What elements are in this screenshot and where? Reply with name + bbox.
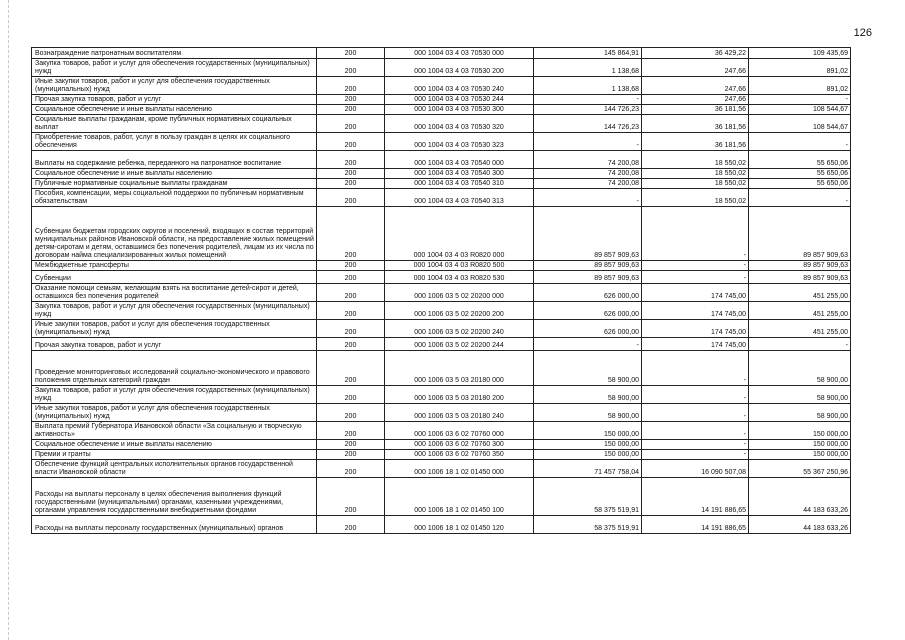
cell-c: 891,02 bbox=[749, 59, 851, 77]
cell-b: - bbox=[642, 261, 749, 271]
cell-a: 89 857 909,63 bbox=[534, 271, 642, 284]
cell-code: 200 bbox=[317, 189, 385, 207]
cell-c: - bbox=[749, 189, 851, 207]
cell-a: 89 857 909,63 bbox=[534, 261, 642, 271]
cell-kbk: 000 1006 03 5 02 20200 200 bbox=[385, 302, 534, 320]
cell-kbk: 000 1004 03 4 03 70540 313 bbox=[385, 189, 534, 207]
cell-code: 200 bbox=[317, 422, 385, 440]
cell-kbk: 000 1004 03 4 03 70540 000 bbox=[385, 151, 534, 169]
table-row bbox=[32, 59, 851, 77]
cell-a: 144 726,23 bbox=[534, 115, 642, 133]
table-row bbox=[32, 95, 851, 105]
cell-b: 14 191 886,65 bbox=[642, 516, 749, 534]
cell-a: 58 375 519,91 bbox=[534, 478, 642, 516]
cell-c: 451 255,00 bbox=[749, 302, 851, 320]
cell-b: 18 550,02 bbox=[642, 179, 749, 189]
cell-kbk: 000 1006 03 5 02 20200 240 bbox=[385, 320, 534, 338]
cell-c: 108 544,67 bbox=[749, 115, 851, 133]
cell-b: 36 181,56 bbox=[642, 133, 749, 151]
cell-code: 200 bbox=[317, 338, 385, 351]
cell-name: Публичные нормативные социальные выплаты гражданам bbox=[32, 179, 317, 189]
page-edge-line bbox=[8, 0, 10, 640]
cell-name: Выплаты на содержание ребенка, переданного на патронатное воспитание bbox=[32, 151, 317, 169]
cell-kbk: 000 1004 03 4 03 70530 300 bbox=[385, 105, 534, 115]
cell-code: 200 bbox=[317, 440, 385, 450]
cell-a: 58 375 519,91 bbox=[534, 516, 642, 534]
cell-b: - bbox=[642, 351, 749, 386]
cell-code: 200 bbox=[317, 404, 385, 422]
cell-name: Закупка товаров, работ и услуг для обеспечения государственных (муниципальных) нужд bbox=[32, 59, 317, 77]
cell-c: 44 183 633,26 bbox=[749, 478, 851, 516]
cell-name: Социальное обеспечение и иные выплаты населению bbox=[32, 169, 317, 179]
cell-name: Иные закупки товаров, работ и услуг для обеспечения государственных (муниципальных) нужд bbox=[32, 404, 317, 422]
cell-a: - bbox=[534, 189, 642, 207]
cell-kbk: 000 1004 03 4 03 70530 323 bbox=[385, 133, 534, 151]
cell-c: 58 900,00 bbox=[749, 404, 851, 422]
cell-code: 200 bbox=[317, 516, 385, 534]
budget-table-body bbox=[32, 48, 851, 534]
cell-b: - bbox=[642, 440, 749, 450]
cell-a: 74 200,08 bbox=[534, 151, 642, 169]
cell-c: - bbox=[749, 338, 851, 351]
cell-code: 200 bbox=[317, 169, 385, 179]
cell-name: Пособия, компенсации, меры социальной поддержки по публичным нормативным обязательствам bbox=[32, 189, 317, 207]
cell-a: 150 000,00 bbox=[534, 422, 642, 440]
table-row bbox=[32, 284, 851, 302]
cell-c: 55 650,06 bbox=[749, 151, 851, 169]
cell-name: Социальное обеспечение и иные выплаты населению bbox=[32, 440, 317, 450]
cell-kbk: 000 1006 18 1 02 01450 000 bbox=[385, 460, 534, 478]
cell-code: 200 bbox=[317, 59, 385, 77]
cell-kbk: 000 1006 18 1 02 01450 100 bbox=[385, 478, 534, 516]
cell-code: 200 bbox=[317, 320, 385, 338]
cell-a: 89 857 909,63 bbox=[534, 207, 642, 261]
cell-code: 200 bbox=[317, 351, 385, 386]
cell-code: 200 bbox=[317, 261, 385, 271]
cell-b: 174 745,00 bbox=[642, 302, 749, 320]
cell-c: 108 544,67 bbox=[749, 105, 851, 115]
cell-code: 200 bbox=[317, 460, 385, 478]
cell-code: 200 bbox=[317, 95, 385, 105]
cell-code: 200 bbox=[317, 133, 385, 151]
cell-name: Приобретение товаров, работ, услуг в пользу граждан в целях их социального обеспечения bbox=[32, 133, 317, 151]
cell-b: 18 550,02 bbox=[642, 189, 749, 207]
cell-kbk: 000 1006 03 6 02 70760 300 bbox=[385, 440, 534, 450]
cell-a: 71 457 758,04 bbox=[534, 460, 642, 478]
table-row bbox=[32, 386, 851, 404]
cell-kbk: 000 1006 03 5 03 20180 240 bbox=[385, 404, 534, 422]
cell-a: 74 200,08 bbox=[534, 169, 642, 179]
cell-code: 200 bbox=[317, 151, 385, 169]
cell-b: 174 745,00 bbox=[642, 320, 749, 338]
cell-name: Обеспечение функций центральных исполнительных органов государственной власти Ивановской области bbox=[32, 460, 317, 478]
cell-a: 1 138,68 bbox=[534, 59, 642, 77]
table-row bbox=[32, 179, 851, 189]
cell-a: - bbox=[534, 95, 642, 105]
cell-name: Субвенции бюджетам городских округов и поселений, входящих в состав территорий муниципальных районов Ивановской области, на предоставление жилых помещений детям-сиротам и детям, оставшимся без попечения родителей, лицам из их числа по договорам найма специализированных жилых помещений bbox=[32, 207, 317, 261]
table-row bbox=[32, 77, 851, 95]
cell-a: 150 000,00 bbox=[534, 450, 642, 460]
cell-kbk: 000 1004 03 4 03 70530 200 bbox=[385, 59, 534, 77]
cell-b: 14 191 886,65 bbox=[642, 478, 749, 516]
cell-b: - bbox=[642, 207, 749, 261]
cell-b: 174 745,00 bbox=[642, 338, 749, 351]
cell-c: 58 900,00 bbox=[749, 351, 851, 386]
cell-a: 1 138,68 bbox=[534, 77, 642, 95]
table-row bbox=[32, 351, 851, 386]
cell-a: - bbox=[534, 338, 642, 351]
cell-name: Премии и гранты bbox=[32, 450, 317, 460]
cell-name: Закупка товаров, работ и услуг для обеспечения государственных (муниципальных) нужд bbox=[32, 386, 317, 404]
cell-b: 18 550,02 bbox=[642, 169, 749, 179]
cell-kbk: 000 1006 03 6 02 70760 000 bbox=[385, 422, 534, 440]
cell-a: 58 900,00 bbox=[534, 404, 642, 422]
cell-kbk: 000 1004 03 4 03 70530 244 bbox=[385, 95, 534, 105]
cell-a: 74 200,08 bbox=[534, 179, 642, 189]
cell-c: 891,02 bbox=[749, 77, 851, 95]
cell-b: 16 090 507,08 bbox=[642, 460, 749, 478]
cell-code: 200 bbox=[317, 77, 385, 95]
cell-b: 247,66 bbox=[642, 95, 749, 105]
cell-a: 150 000,00 bbox=[534, 440, 642, 450]
cell-b: 247,66 bbox=[642, 77, 749, 95]
cell-c: - bbox=[749, 133, 851, 151]
table-row bbox=[32, 478, 851, 516]
cell-b: 247,66 bbox=[642, 59, 749, 77]
table-row bbox=[32, 189, 851, 207]
table-row bbox=[32, 271, 851, 284]
cell-c: 150 000,00 bbox=[749, 422, 851, 440]
table-row bbox=[32, 48, 851, 59]
cell-a: 144 726,23 bbox=[534, 105, 642, 115]
cell-a: 145 864,91 bbox=[534, 48, 642, 59]
cell-kbk: 000 1004 03 4 03 R0820 530 bbox=[385, 271, 534, 284]
cell-kbk: 000 1004 03 4 03 R0820 500 bbox=[385, 261, 534, 271]
table-row bbox=[32, 133, 851, 151]
table-row bbox=[32, 440, 851, 450]
cell-c: 55 367 250,96 bbox=[749, 460, 851, 478]
table-row bbox=[32, 261, 851, 271]
cell-c: 150 000,00 bbox=[749, 440, 851, 450]
table-row bbox=[32, 422, 851, 440]
cell-c: 58 900,00 bbox=[749, 386, 851, 404]
cell-code: 200 bbox=[317, 478, 385, 516]
cell-kbk: 000 1006 03 5 02 20200 000 bbox=[385, 284, 534, 302]
cell-code: 200 bbox=[317, 48, 385, 59]
cell-kbk: 000 1004 03 4 03 70540 300 bbox=[385, 169, 534, 179]
cell-name: Межбюджетные трансферты bbox=[32, 261, 317, 271]
table-row bbox=[32, 320, 851, 338]
cell-b: 36 181,56 bbox=[642, 115, 749, 133]
cell-code: 200 bbox=[317, 207, 385, 261]
cell-code: 200 bbox=[317, 302, 385, 320]
cell-c: 55 650,06 bbox=[749, 169, 851, 179]
cell-c: 89 857 909,63 bbox=[749, 207, 851, 261]
cell-c: 55 650,06 bbox=[749, 179, 851, 189]
cell-kbk: 000 1006 03 6 02 70760 350 bbox=[385, 450, 534, 460]
table-row bbox=[32, 338, 851, 351]
cell-name: Расходы на выплаты персоналу государственных (муниципальных) органов bbox=[32, 516, 317, 534]
cell-c: 89 857 909,63 bbox=[749, 261, 851, 271]
cell-kbk: 000 1004 03 4 03 R0820 000 bbox=[385, 207, 534, 261]
cell-a: 626 000,00 bbox=[534, 284, 642, 302]
cell-b: - bbox=[642, 404, 749, 422]
cell-name: Прочая закупка товаров, работ и услуг bbox=[32, 95, 317, 105]
cell-b: 174 745,00 bbox=[642, 284, 749, 302]
cell-a: 58 900,00 bbox=[534, 351, 642, 386]
cell-name: Иные закупки товаров, работ и услуг для обеспечения государственных (муниципальных) нужд bbox=[32, 320, 317, 338]
cell-c: 451 255,00 bbox=[749, 284, 851, 302]
cell-b: 18 550,02 bbox=[642, 151, 749, 169]
cell-b: - bbox=[642, 386, 749, 404]
table-row bbox=[32, 115, 851, 133]
budget-table bbox=[31, 47, 851, 534]
cell-a: - bbox=[534, 133, 642, 151]
table-row bbox=[32, 207, 851, 261]
cell-kbk: 000 1006 03 5 02 20200 244 bbox=[385, 338, 534, 351]
cell-kbk: 000 1004 03 4 03 70530 320 bbox=[385, 115, 534, 133]
cell-name: Прочая закупка товаров, работ и услуг bbox=[32, 338, 317, 351]
cell-kbk: 000 1006 03 5 03 20180 000 bbox=[385, 351, 534, 386]
table-row bbox=[32, 450, 851, 460]
cell-name: Иные закупки товаров, работ и услуг для обеспечения государственных (муниципальных) нужд bbox=[32, 77, 317, 95]
cell-b: - bbox=[642, 271, 749, 284]
cell-c: 44 183 633,26 bbox=[749, 516, 851, 534]
cell-code: 200 bbox=[317, 105, 385, 115]
cell-name: Проведение мониторинговых исследований социально-экономического и правового положения отдельных категорий граждан bbox=[32, 351, 317, 386]
cell-name: Расходы на выплаты персоналу в целях обеспечения выполнения функций государственными (муниципальными) органами, казенными учреждениями, органами управления государственными внебюджетными фондами bbox=[32, 478, 317, 516]
cell-a: 58 900,00 bbox=[534, 386, 642, 404]
cell-a: 626 000,00 bbox=[534, 302, 642, 320]
cell-kbk: 000 1004 03 4 03 70530 000 bbox=[385, 48, 534, 59]
table-row bbox=[32, 302, 851, 320]
table-row bbox=[32, 105, 851, 115]
cell-name: Вознаграждение патронатным воспитателям bbox=[32, 48, 317, 59]
table-row bbox=[32, 460, 851, 478]
page-number: 126 bbox=[853, 27, 872, 39]
cell-code: 200 bbox=[317, 386, 385, 404]
cell-name: Закупка товаров, работ и услуг для обеспечения государственных (муниципальных) нужд bbox=[32, 302, 317, 320]
table-row bbox=[32, 151, 851, 169]
cell-code: 200 bbox=[317, 450, 385, 460]
cell-b: 36 429,22 bbox=[642, 48, 749, 59]
table-row bbox=[32, 516, 851, 534]
cell-kbk: 000 1006 18 1 02 01450 120 bbox=[385, 516, 534, 534]
table-row bbox=[32, 169, 851, 179]
cell-kbk: 000 1006 03 5 03 20180 200 bbox=[385, 386, 534, 404]
cell-code: 200 bbox=[317, 271, 385, 284]
cell-code: 200 bbox=[317, 284, 385, 302]
cell-b: 36 181,56 bbox=[642, 105, 749, 115]
cell-b: - bbox=[642, 422, 749, 440]
cell-code: 200 bbox=[317, 115, 385, 133]
cell-name: Социальные выплаты гражданам, кроме публичных нормативных социальных выплат bbox=[32, 115, 317, 133]
cell-code: 200 bbox=[317, 179, 385, 189]
cell-a: 626 000,00 bbox=[534, 320, 642, 338]
cell-c: 451 255,00 bbox=[749, 320, 851, 338]
cell-name: Выплата премий Губернатора Ивановской области «За социальную и творческую активность» bbox=[32, 422, 317, 440]
cell-c: - bbox=[749, 95, 851, 105]
cell-kbk: 000 1004 03 4 03 70530 240 bbox=[385, 77, 534, 95]
cell-kbk: 000 1004 03 4 03 70540 310 bbox=[385, 179, 534, 189]
cell-c: 150 000,00 bbox=[749, 450, 851, 460]
table-row bbox=[32, 404, 851, 422]
cell-b: - bbox=[642, 450, 749, 460]
cell-name: Оказание помощи семьям, желающим взять на воспитание детей-сирот и детей, оставшихся без попечения родителей bbox=[32, 284, 317, 302]
cell-c: 109 435,69 bbox=[749, 48, 851, 59]
cell-name: Субвенции bbox=[32, 271, 317, 284]
cell-name: Социальное обеспечение и иные выплаты населению bbox=[32, 105, 317, 115]
cell-c: 89 857 909,63 bbox=[749, 271, 851, 284]
